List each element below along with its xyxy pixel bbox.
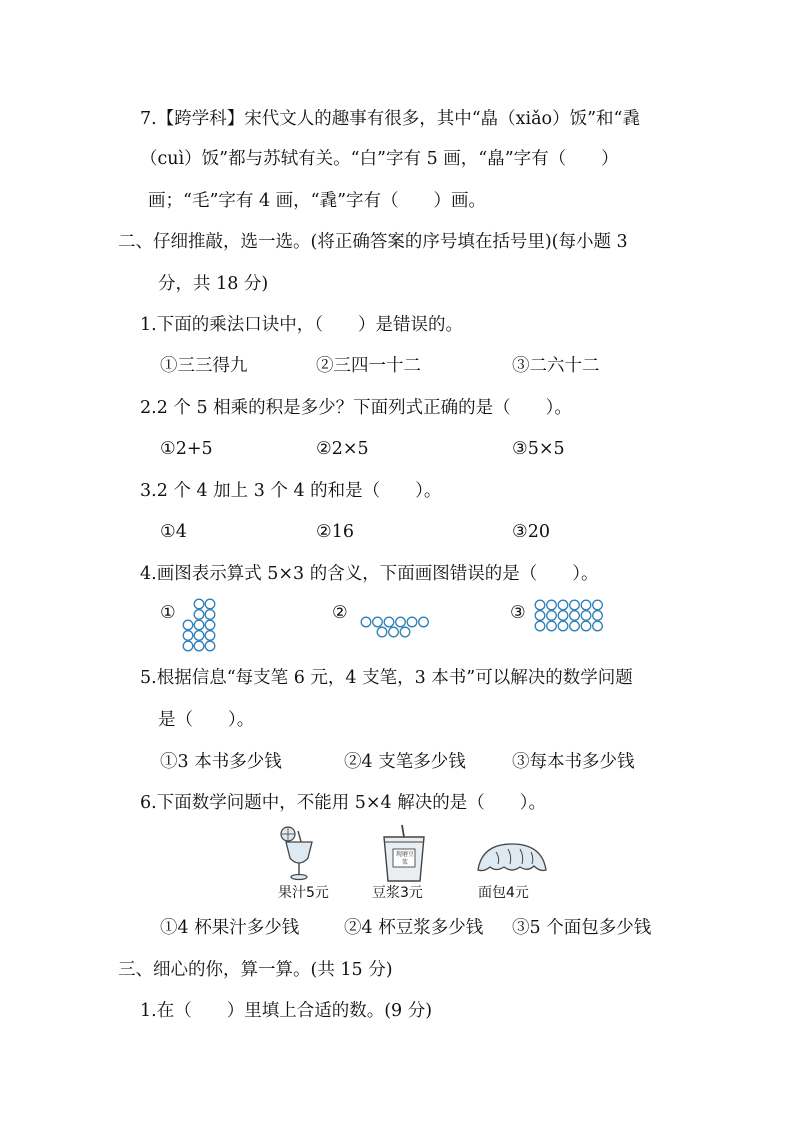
dot xyxy=(535,621,545,631)
q2-option-3[interactable]: ③5×5 xyxy=(512,439,565,459)
dot xyxy=(205,610,215,620)
q1-option-1[interactable]: ①三三得九 xyxy=(160,356,248,376)
dot xyxy=(205,641,215,651)
dot xyxy=(547,600,557,610)
q7-line-2: （cuì）饭”都与苏轼有关。“白”字有 5 画，“皛”字有（ ） xyxy=(140,149,619,169)
q5-stem: 5.根据信息“每支笔 6 元，4 支笔，3 本书”可以解决的数学问题 xyxy=(140,668,633,688)
section3-header: 三、细心的你，算一算。(共 15 分) xyxy=(118,960,393,980)
dot xyxy=(535,600,545,610)
section2-header: 二、仔细推敲，选一选。(将正确答案的序号填在括号里)(每小题 3 xyxy=(118,232,628,252)
dot xyxy=(593,621,603,631)
dot xyxy=(194,631,204,641)
q3-stem: 3.2 个 4 加上 3 个 4 的和是（ ）。 xyxy=(140,481,442,501)
soymilk-label: 豆浆3元 xyxy=(372,885,423,901)
q5-option-3[interactable]: ③每本书多少钱 xyxy=(512,752,635,772)
q6-option-2[interactable]: ②4 杯豆浆多少钱 xyxy=(344,918,484,938)
dot xyxy=(373,617,383,627)
dot xyxy=(547,611,557,621)
bread-icon xyxy=(474,840,550,880)
q2-stem: 2.2 个 5 相乘的积是多少？下面列式正确的是（ ）。 xyxy=(140,398,572,418)
dot-array-5x3-vertical xyxy=(180,596,230,656)
q4-option-1[interactable]: ① xyxy=(160,603,176,623)
dot xyxy=(581,621,591,631)
q5-option-1[interactable]: ①3 本书多少钱 xyxy=(160,752,282,772)
dot xyxy=(547,621,557,631)
dot xyxy=(194,610,204,620)
dot xyxy=(183,641,193,651)
dot xyxy=(194,620,204,630)
dot xyxy=(205,620,215,630)
q1-stem: 1.下面的乘法口诀中，（ ）是错误的。 xyxy=(140,315,463,335)
bread-label: 面包4元 xyxy=(478,885,529,901)
q4-option-3[interactable]: ③ xyxy=(510,603,526,623)
q3-option-1[interactable]: ①4 xyxy=(160,522,187,542)
juice-label: 果汁5元 xyxy=(278,885,329,901)
dot xyxy=(570,611,580,621)
q4-stem: 4.画图表示算式 5×3 的含义，下面画图错误的是（ ）。 xyxy=(140,564,599,584)
dot-array-6x3 xyxy=(532,598,612,638)
q7-line-3: 画；“毛”字有 4 画，“毳”字有（ ）画。 xyxy=(148,191,487,211)
q3-option-3[interactable]: ③20 xyxy=(512,522,550,542)
q3-option-2[interactable]: ②16 xyxy=(316,522,354,542)
soymilk-cup-text: 现磨豆浆 xyxy=(395,851,414,866)
dot xyxy=(593,611,603,621)
dot xyxy=(558,611,568,621)
dot xyxy=(535,611,545,621)
q7-line-1: 7.【跨学科】宋代文人的趣事有很多，其中“皛（xiǎo）饭”和“毳 xyxy=(140,109,640,129)
dot xyxy=(194,599,204,609)
dot xyxy=(400,627,410,637)
dot xyxy=(581,600,591,610)
q2-option-1[interactable]: ①2+5 xyxy=(160,439,213,459)
dot xyxy=(570,600,580,610)
q2-option-2[interactable]: ②2×5 xyxy=(316,439,369,459)
dot xyxy=(377,627,387,637)
q1-option-2[interactable]: ②三四一十二 xyxy=(316,356,421,376)
q5-stem-cont: 是（ ）。 xyxy=(158,710,255,730)
dot xyxy=(396,617,406,627)
dot xyxy=(389,627,399,637)
dot xyxy=(407,617,417,627)
dot xyxy=(384,617,394,627)
juice-glass-icon xyxy=(272,825,322,885)
dot xyxy=(570,621,580,631)
q4-option-2[interactable]: ② xyxy=(332,603,348,623)
dot xyxy=(205,631,215,641)
q5-option-2[interactable]: ②4 支笔多少钱 xyxy=(344,752,466,772)
dot xyxy=(558,600,568,610)
dot-array-staggered xyxy=(358,614,438,644)
q6-stem: 6.下面数学问题中，不能用 5×4 解决的是（ ）。 xyxy=(140,793,547,813)
q1-option-3[interactable]: ③二六十二 xyxy=(512,356,600,376)
q6-option-1[interactable]: ①4 杯果汁多少钱 xyxy=(160,918,300,938)
dot xyxy=(205,599,215,609)
dot xyxy=(593,600,603,610)
dot xyxy=(558,621,568,631)
dot xyxy=(361,617,371,627)
section3-q1: 1.在（ ）里填上合适的数。(9 分) xyxy=(140,1001,433,1021)
section2-header-cont: 分，共 18 分) xyxy=(158,274,269,294)
dot xyxy=(581,611,591,621)
dot xyxy=(194,641,204,651)
dot xyxy=(183,631,193,641)
dot xyxy=(419,617,429,627)
q6-option-3[interactable]: ③5 个面包多少钱 xyxy=(512,918,652,938)
dot xyxy=(183,620,193,630)
